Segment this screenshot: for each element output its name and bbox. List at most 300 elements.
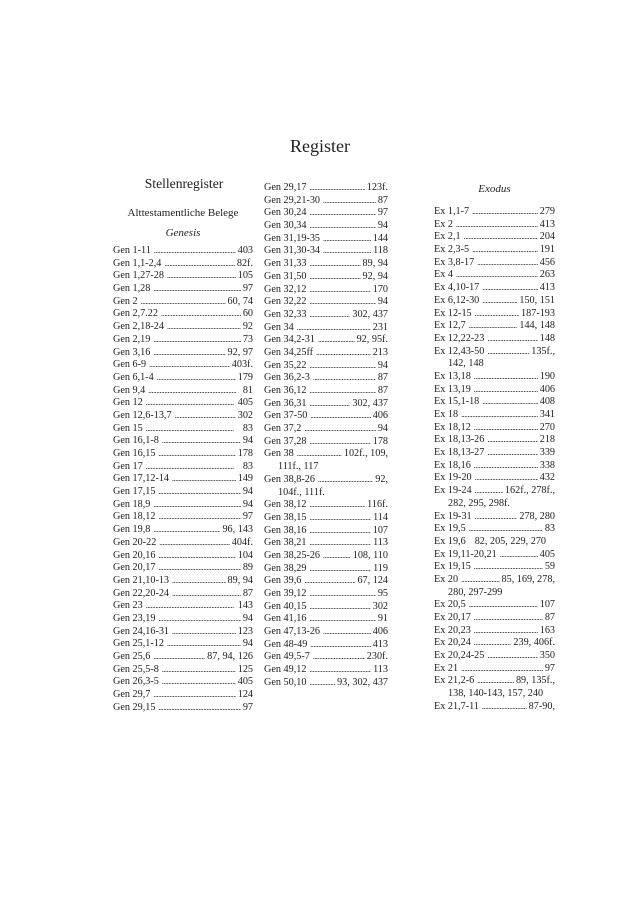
dot-leader [323, 195, 376, 208]
dot-leader [474, 637, 512, 650]
dot-leader [309, 664, 371, 677]
dot-leader [309, 677, 335, 690]
index-entry [264, 499, 388, 512]
dot-leader [323, 245, 371, 258]
index-entry [264, 360, 388, 373]
dot-leader [146, 397, 236, 410]
dot-leader [148, 385, 241, 398]
dot-leader [149, 359, 230, 372]
index-entry [264, 626, 388, 639]
entry-reference: Gen 6-9 [113, 359, 147, 371]
entry-reference: Ex 3,8-17 [434, 256, 475, 268]
dot-leader [482, 295, 517, 308]
dot-leader [456, 219, 538, 232]
dot-leader [469, 523, 543, 536]
entry-pages: 413 [539, 282, 555, 294]
index-entry [113, 613, 253, 626]
entry-reference: Ex 4,10-17 [434, 282, 480, 294]
index-entry [264, 207, 388, 220]
dot-leader [474, 612, 543, 625]
dot-leader [482, 396, 537, 409]
dot-leader [461, 409, 538, 422]
entry-reference: Ex 12,43-50 [434, 345, 485, 357]
index-entry [113, 347, 253, 360]
index-entry [434, 447, 555, 460]
entry-pages-continuation: 142, 148 [448, 358, 484, 370]
entry-reference: Gen 1,27-28 [113, 270, 164, 282]
entry-reference: Ex 2,3-5 [434, 244, 470, 256]
dot-leader [154, 245, 236, 258]
index-entry [264, 398, 388, 411]
index-entry [264, 322, 388, 335]
entry-pages: 60, 74 [227, 295, 253, 307]
dot-leader [153, 651, 205, 664]
index-entry [113, 258, 253, 271]
entry-pages-continuation: 280, 297-299 [448, 586, 503, 598]
entry-pages: 213 [372, 346, 388, 358]
dot-leader [141, 296, 226, 309]
index-entry [113, 676, 253, 689]
entry-reference: Gen 37-50 [264, 410, 308, 422]
index-entry [264, 423, 388, 436]
entry-pages: 204 [539, 231, 555, 243]
entry-pages: 406 [372, 626, 388, 638]
entry-reference: Gen 32,22 [264, 296, 307, 308]
dot-leader [157, 372, 236, 385]
index-entry [434, 574, 555, 587]
index-entry [264, 639, 388, 652]
index-entry [434, 701, 555, 714]
entry-pages: 104 [237, 549, 253, 561]
entry-reference: Gen 37,28 [264, 435, 307, 447]
index-entry [434, 371, 555, 384]
entry-reference: Gen 18,9 [113, 498, 151, 510]
entry-reference: Ex 19,6 [434, 535, 466, 547]
entry-reference: Gen 16,1-8 [113, 435, 159, 447]
entry-reference: Gen 23,19 [113, 612, 156, 624]
dot-leader [487, 333, 537, 346]
entry-pages: 60 [242, 308, 253, 320]
entry-pages: 179 [237, 371, 253, 383]
dot-leader [456, 269, 538, 282]
dot-leader [309, 398, 350, 411]
index-entry [113, 486, 253, 499]
index-entry [434, 549, 555, 562]
entry-reference: Gen 12 [113, 397, 143, 409]
dot-leader [477, 675, 514, 688]
entry-pages: 406 [539, 383, 555, 395]
entry-reference: Ex 1,1-7 [434, 206, 470, 217]
dot-leader [323, 626, 371, 639]
dot-leader [309, 512, 371, 525]
entry-pages: 87, 94, 126 [207, 651, 253, 662]
entry-pages: 143 [237, 600, 253, 612]
index-entry [434, 663, 555, 676]
index-entry [434, 219, 555, 232]
index-entry [434, 295, 555, 308]
entry-pages: 239, 406f. [513, 637, 555, 649]
index-entry [434, 231, 555, 244]
entry-reference: Gen 17,12-14 [113, 473, 170, 485]
entry-pages: 87 [377, 372, 388, 384]
index-entry [113, 448, 253, 461]
entry-pages: 82f. [236, 257, 253, 269]
dot-leader [309, 271, 360, 284]
entry-pages: 405 [237, 397, 253, 409]
entry-reference: Gen 29,21-30 [264, 194, 321, 206]
entry-reference: Gen 2,18-24 [113, 321, 164, 333]
entry-pages: 97 [377, 207, 388, 219]
entry-pages: 413 [539, 218, 555, 230]
dot-leader [482, 282, 537, 295]
dot-leader [309, 525, 370, 538]
entry-pages: 123 [237, 625, 253, 637]
entry-pages: 91 [377, 613, 388, 625]
entry-reference: Ex 18,13-26 [434, 434, 485, 446]
entry-reference: Ex 18 [434, 409, 459, 420]
index-entry [113, 397, 253, 410]
entry-reference: Ex 19,15 [434, 561, 471, 573]
entry-reference: Ex 19-24 [434, 485, 472, 497]
index-entry [113, 626, 253, 639]
dot-leader [146, 600, 236, 613]
entry-list [113, 245, 253, 714]
entry-reference: Ex 13,19 [434, 383, 471, 395]
dot-leader [167, 270, 236, 283]
index-entry [434, 511, 555, 524]
entry-pages: 338 [539, 459, 555, 471]
index-entry [264, 563, 388, 576]
index-entry [113, 537, 253, 550]
entry-reference: Gen 17 [113, 460, 143, 472]
entry-pages: 149 [237, 473, 253, 485]
entry-reference: Gen 1,28 [113, 283, 151, 295]
dot-leader [146, 423, 241, 436]
dot-leader [158, 562, 240, 575]
entry-reference: Gen 30,34 [264, 220, 307, 232]
entry-pages: 339 [539, 447, 555, 459]
dot-leader [172, 588, 241, 601]
entry-pages: 116f. [367, 499, 388, 511]
entry-pages: 191 [539, 244, 555, 256]
entry-reference: Gen 36,2-3 [264, 372, 310, 384]
entry-reference: Gen 16,15 [113, 448, 156, 459]
entry-reference: Gen 38,16 [264, 524, 307, 536]
entry-reference: Gen 32,12 [264, 283, 307, 295]
index-entry [264, 474, 388, 487]
entry-reference: Gen 31,33 [264, 258, 307, 270]
index-entry [434, 396, 555, 409]
dot-leader [469, 599, 538, 612]
entry-pages: 125 [237, 663, 253, 675]
entry-pages: 82, 205, 229, 270 [474, 535, 547, 547]
dot-leader [313, 651, 365, 664]
entry-reference: Gen 22,20-24 [113, 587, 170, 599]
entry-reference: Ex 20 [434, 573, 459, 585]
entry-pages: 341 [539, 409, 555, 420]
entry-reference: Gen 2 [113, 295, 138, 307]
index-entry [264, 613, 388, 626]
index-entry [264, 525, 388, 538]
dot-leader [474, 384, 538, 397]
index-entry [264, 601, 388, 614]
entry-reference: Gen 47,13-26 [264, 626, 321, 638]
dot-leader [475, 472, 538, 485]
entry-reference: Gen 2,7.22 [113, 308, 158, 320]
entry-pages: 87-90, [528, 700, 555, 712]
entry-reference: Ex 20,5 [434, 599, 466, 611]
entry-reference: Gen 21,10-13 [113, 574, 170, 586]
dot-leader [474, 422, 538, 435]
entry-reference: Gen 38,8-26 [264, 473, 315, 485]
entry-reference: Ex 18,12 [434, 421, 471, 433]
index-entry [113, 511, 253, 524]
entry-pages: 87 [544, 612, 555, 623]
entry-reference: Gen 37,2 [264, 423, 302, 435]
dot-leader [153, 283, 240, 296]
index-entry [113, 550, 253, 563]
entry-reference: Gen 38 [264, 448, 294, 460]
entry-pages: 97 [242, 701, 253, 713]
dot-leader [464, 231, 538, 244]
entry-pages: 456 [539, 256, 555, 268]
index-column-left [113, 176, 253, 714]
entry-reference: Gen 9,4 [113, 384, 146, 396]
entry-pages: 92, 94 [362, 270, 388, 282]
index-entry [113, 588, 253, 601]
entry-pages: 144, 148 [519, 320, 555, 332]
index-column-right [434, 183, 555, 714]
entry-reference: Gen 38,29 [264, 562, 307, 574]
dot-leader [158, 550, 235, 563]
index-entry [264, 512, 388, 525]
dot-leader [487, 650, 537, 663]
entry-pages: 83 [242, 422, 253, 434]
index-entry [264, 372, 388, 385]
dot-leader [162, 676, 236, 689]
entry-reference: Gen 3,16 [113, 346, 151, 358]
dot-leader [487, 447, 537, 460]
index-entry [434, 308, 555, 321]
subsection-heading: Alttestamentliche Belege [127, 207, 239, 219]
entry-reference: Ex 12,7 [434, 320, 466, 332]
dot-leader [316, 347, 371, 360]
entry-reference: Ex 21 [434, 662, 459, 674]
entry-reference: Ex 21,7-11 [434, 700, 479, 712]
entry-pages: 163 [539, 624, 555, 636]
entry-reference: Gen 32,33 [264, 308, 307, 320]
dot-leader [172, 575, 226, 588]
entry-pages: 408 [539, 396, 555, 408]
dot-leader [164, 258, 234, 271]
entry-pages: 405 [539, 548, 555, 560]
dot-leader [309, 284, 370, 297]
index-entry [264, 537, 388, 550]
index-entry [264, 233, 388, 246]
entry-pages: 406 [372, 410, 388, 422]
dot-leader [474, 625, 538, 638]
entry-pages: 87 [377, 194, 388, 206]
dot-leader [304, 575, 355, 588]
entry-pages: 123f. [366, 182, 388, 193]
entry-reference: Ex 6,12-30 [434, 294, 480, 306]
entry-pages: 263 [539, 269, 555, 281]
index-entry [434, 637, 555, 650]
entry-reference: Gen 17,15 [113, 486, 156, 498]
entry-pages: 83 [242, 460, 253, 472]
dot-leader [309, 182, 364, 195]
entry-reference: Gen 36,31 [264, 397, 307, 409]
index-entry [434, 675, 555, 688]
entry-reference: Gen 15 [113, 422, 143, 434]
index-entry [113, 689, 253, 702]
entry-reference: Ex 15,1-18 [434, 396, 480, 408]
dot-leader [309, 220, 375, 233]
entry-pages: 218 [539, 434, 555, 446]
index-entry [434, 536, 555, 549]
entry-pages: 119 [373, 562, 388, 574]
index-entry [113, 245, 253, 258]
entry-pages: 114 [373, 511, 388, 523]
entry-pages: 148 [539, 332, 555, 344]
dot-leader [161, 308, 241, 321]
entry-reference: Gen 24,16-31 [113, 625, 170, 637]
entry-pages: 403 [237, 245, 253, 256]
entry-reference: Gen 1,1-2,4 [113, 257, 162, 269]
entry-reference: Gen 25,1-12 [113, 638, 164, 650]
entry-pages: 89, 135f., [515, 675, 555, 687]
entry-reference: Gen 38,12 [264, 499, 307, 511]
book-heading-genesis: Genesis [165, 227, 201, 239]
entry-reference: Gen 23 [113, 600, 143, 612]
entry-pages: 302 [237, 409, 253, 421]
index-entry [113, 461, 253, 474]
entry-pages: 113 [373, 664, 388, 676]
index-entry [264, 664, 388, 677]
entry-pages: 403f. [231, 359, 253, 371]
index-entry [113, 562, 253, 575]
dot-leader [309, 563, 371, 576]
dot-leader [310, 639, 370, 652]
entry-reference: Gen 29,17 [264, 182, 307, 193]
dot-leader [158, 702, 240, 715]
index-entry [264, 182, 388, 195]
dot-leader [309, 613, 375, 626]
index-entry [113, 385, 253, 398]
entry-reference: Gen 34,2-31 [264, 334, 315, 346]
entry-pages: 97 [242, 511, 253, 523]
entry-reference: Gen 26,3-5 [113, 676, 159, 688]
entry-pages: 89, 94 [227, 574, 253, 586]
dot-leader [323, 550, 351, 563]
entry-reference: Gen 34,25ff [264, 346, 314, 358]
entry-reference: Gen 49,12 [264, 664, 307, 676]
entry-reference: Ex 19,5 [434, 523, 466, 535]
entry-pages: 83 [544, 523, 555, 535]
dot-leader [309, 296, 375, 309]
entry-reference: Gen 35,22 [264, 359, 307, 371]
index-entry [434, 384, 555, 397]
entry-reference: Gen 2,19 [113, 333, 151, 345]
entry-reference: Ex 18,13-27 [434, 447, 485, 459]
entry-pages: 85, 169, 278, [501, 573, 555, 585]
index-entry [113, 321, 253, 334]
entry-reference: Gen 25,6 [113, 651, 151, 662]
dot-leader [172, 626, 236, 639]
entry-reference: Ex 20,23 [434, 624, 471, 636]
dot-leader [159, 537, 229, 550]
index-entry [434, 422, 555, 435]
entry-reference: Gen 40,15 [264, 600, 307, 612]
index-column-middle [264, 182, 388, 690]
index-entry [113, 651, 253, 664]
index-entry [434, 460, 555, 473]
entry-pages: 87 [377, 385, 388, 396]
entry-pages-continuation: 282, 295, 298f. [448, 497, 510, 509]
index-entry [113, 435, 253, 448]
entry-pages: 93, 302, 437 [337, 676, 388, 688]
index-entry [434, 612, 555, 625]
index-entry [113, 524, 253, 537]
dot-leader [309, 360, 375, 373]
entry-pages: 118 [373, 245, 388, 257]
entry-reference: Ex 19-31 [434, 510, 472, 522]
dot-leader [474, 460, 538, 473]
index-entry [113, 296, 253, 309]
entry-reference: Gen 39,12 [264, 588, 307, 599]
index-entry [434, 625, 555, 638]
dot-leader [153, 689, 235, 702]
entry-reference: Ex 12,22-23 [434, 332, 485, 344]
index-entry [434, 599, 555, 612]
dot-leader [318, 334, 355, 347]
entry-pages-continuation: 111f., 117 [278, 461, 319, 473]
index-entry [113, 410, 253, 423]
entry-pages: 92 [242, 321, 253, 333]
dot-leader [297, 448, 342, 461]
entry-reference: Gen 12,6-13,7 [113, 409, 172, 421]
entry-pages: 278, 280 [519, 510, 555, 522]
entry-reference: Ex 4 [434, 269, 453, 281]
index-entry [113, 283, 253, 296]
entry-pages: 94 [242, 435, 253, 447]
index-entry [113, 308, 253, 321]
index-entry [264, 588, 388, 601]
entry-reference: Gen 39,6 [264, 575, 302, 587]
index-entry [113, 575, 253, 588]
entry-pages: 94 [377, 220, 388, 232]
dot-leader [318, 474, 373, 487]
dot-leader [472, 244, 538, 257]
entry-reference: Ex 19,11-20,21 [434, 548, 497, 560]
index-entry [434, 257, 555, 270]
index-entry [434, 320, 555, 333]
entry-pages: 92, 97 [227, 346, 253, 358]
index-entry [113, 270, 253, 283]
entry-reference: Ex 20,17 [434, 612, 471, 623]
dot-leader [172, 473, 236, 486]
entry-reference: Ex 18,16 [434, 459, 471, 471]
entry-reference: Gen 38,21 [264, 537, 307, 549]
index-entry [113, 499, 253, 512]
entry-reference: Ex 20,24 [434, 637, 471, 649]
entry-pages: 102f., 109, [343, 448, 388, 460]
index-entry [264, 677, 388, 690]
index-entry [113, 334, 253, 347]
dot-leader [313, 372, 376, 385]
index-entry [434, 650, 555, 663]
entry-reference: Gen 31,19-35 [264, 232, 321, 244]
